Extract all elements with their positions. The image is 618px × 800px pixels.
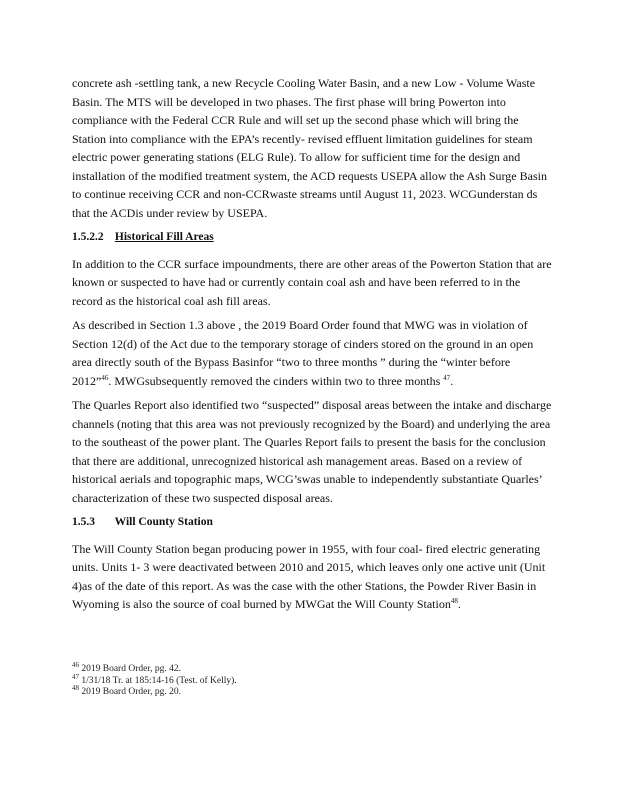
paragraph-board-order-cinders [72,316,552,390]
paragraph-text: . MWGsubsequently removed the cinders within two to three months [108,373,444,388]
section-title: Will County Station [114,516,213,528]
paragraph-text: . [450,373,454,388]
section-number: 1.5.3 [72,516,95,528]
paragraph-text: As described in Section 1.3 above , the 2019 Board Order found that MWG was in violation of Section 12(d) of the Act due to the temporary storage of cinders stored on the ground in an open area directly south of the Bypass Basinfor “two to three months ” during the “winter before 2012” [72,318,534,388]
footnote [72,660,552,676]
paragraph-historical-fill-intro: In addition to the CCR surface impoundments, there are other areas of the Powerton Station that are known or suspected to have had or currently contain coal ash and have been referred to in the record as the historical coal ash fill areas. [72,256,552,308]
section-title: Historical Fill Areas [114,231,214,243]
body-text [72,74,552,620]
footnote-ref: 46 [101,373,109,382]
footnotes [72,660,552,699]
paragraph-text: The Will County Station began producing power in 1955, with four coal- fired electric generating units. Units 1- 3 were deactivated between 2010 and 2015, which leaves only one active unit (Unit 4)as of the date of this report. As was the case with the other Stations, the Powder River Basin in Wyoming is also the source of coal burned by MWGat the Will County Station [72,541,546,611]
footnote-ref: 48 [450,597,458,605]
section-heading-historical-fill-areas [72,228,552,247]
footnote-number: 48 [72,683,79,692]
footnote-number: 47 [72,672,79,681]
paragraph-ash-basin-continuation: concrete ash -settling tank, a new Recycle Cooling Water Basin, and a new Low - Volume Waste Basin. The MTS will be developed in two phases. The first phase will bring Powerton into compliance with the Federal CCR Rule and will set up the second phase which will bring the Station into compliance with the EPA’s recently- revised effluent limitation guidelines for steam electric power generating stations (ELG Rule). To allow for sufficient time for the design and installation of the modified treatment system, the ACD requests USEPA allow the Ash Surge Basin to continue receiving CCR and non-CCRwaste streams until August 11, 2023. WCGunderstan ds that the ACDis under review by USEPA. [72,76,547,220]
paragraph-will-county-station [72,540,552,614]
paragraph-text: . [457,597,461,611]
footnote-ref: 47 [443,373,451,382]
footnote-text: 2019 Board Order, pg. 42. [79,664,181,674]
section-number: 1.5.2.2 [72,231,104,243]
footnote-number: 46 [72,660,79,669]
section-heading-will-county [72,513,552,532]
paragraph-quarles-report: The Quarles Report also identified two “suspected” disposal areas between the intake and discharge channels (noting that this area was not previously recognized by the Board) and underlying the area to the southeast of the power plant. The Quarles Report fails to present the basis for the conclusion that there are additional, unrecognized historical ash management areas. Based on a review of historical aerials and topographic maps, WCG’swas unable to independently substantiate Quarles’ characterization of these two suspected disposal areas. [72,398,552,505]
footnote-text: 1/31/18 Tr. at 185:14-16 (Test. of Kelly). [79,675,237,686]
footnote [72,683,552,699]
footnote-text: 2019 Board Order, pg. 20. [79,687,181,697]
footnote [72,672,552,688]
